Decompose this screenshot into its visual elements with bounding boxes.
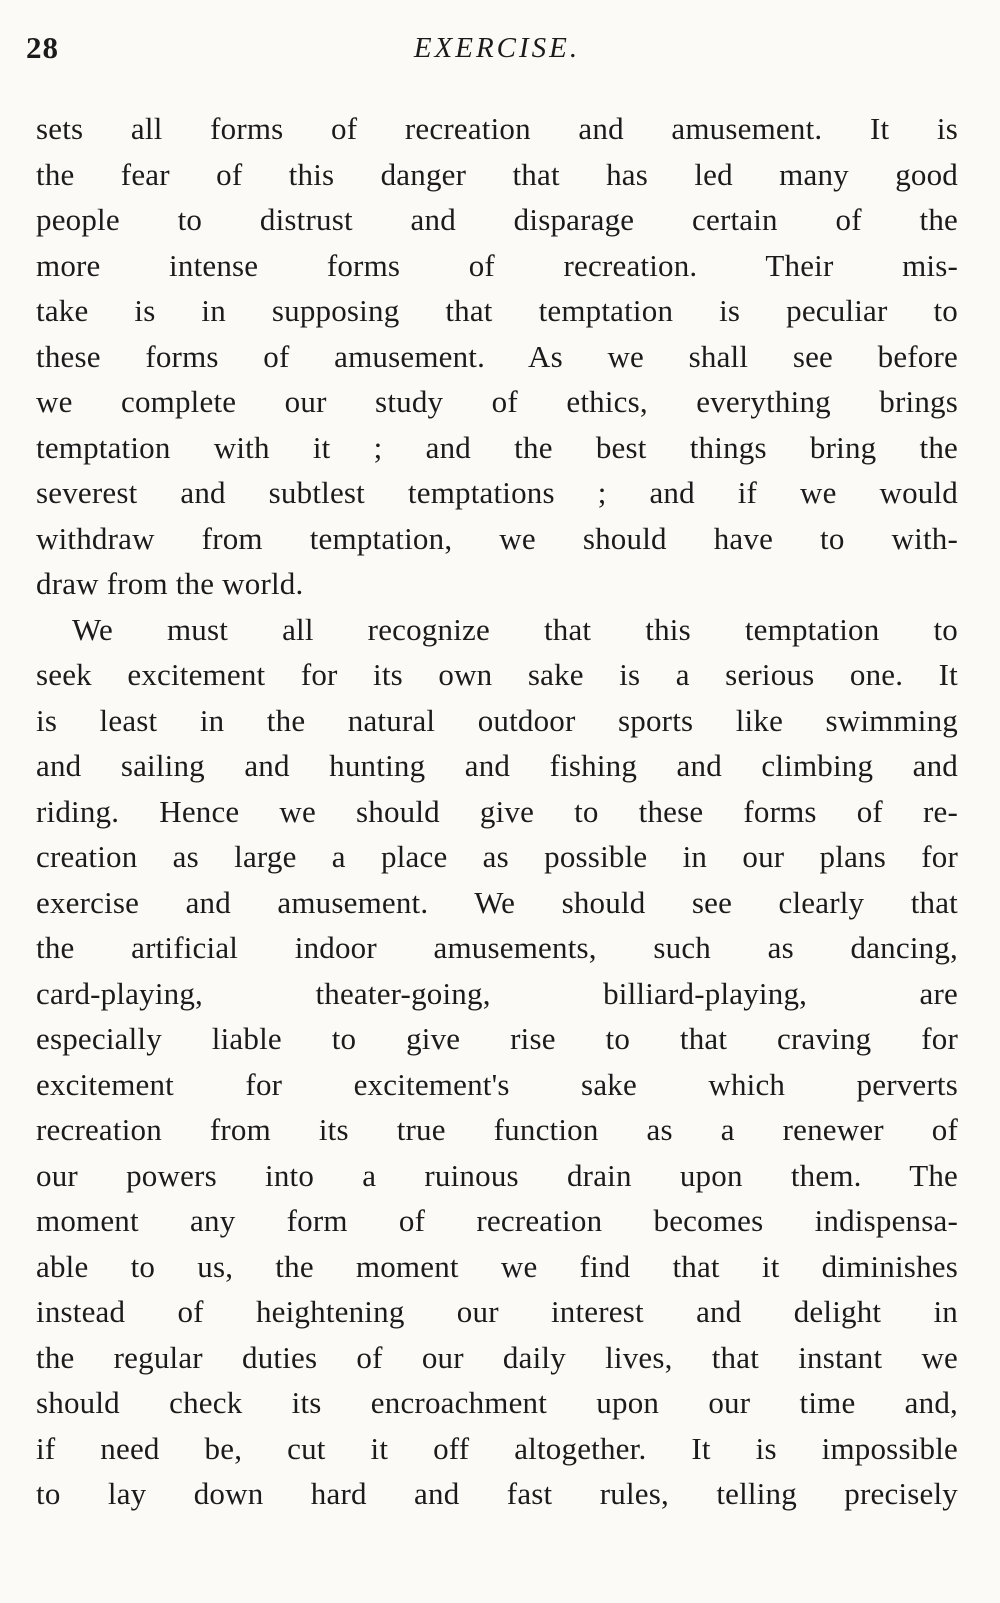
text-line: should check its encroachment upon our time and, (36, 1385, 958, 1420)
paragraph (36, 607, 958, 1517)
text-line: people to distrust and disparage certain of the (36, 202, 958, 237)
text-line: excitement for excitement's sake which perverts (36, 1066, 958, 1102)
text-line: we complete our study of ethics, everything brings (36, 384, 958, 419)
text-line: and sailing and hunting and fishing and climbing and (36, 748, 958, 783)
text-line: exercise and amusement. We should see clearly that (36, 884, 958, 920)
text-line: to lay down hard and fast rules, telling precisely (36, 1476, 958, 1511)
text-line: these forms of amusement. As we shall see before (36, 338, 958, 374)
text-line: creation as large a place as possible in our plans for (36, 839, 958, 874)
text-line: our powers into a ruinous drain upon them. The (36, 1157, 958, 1193)
text-line: card-playing, theater-going, billiard-playing, are (36, 975, 958, 1011)
page-number: 28 (26, 30, 59, 65)
text-line: seek excitement for its own sake is a serious one. It (36, 657, 958, 692)
text-line: the fear of this danger that has led many good (36, 156, 958, 192)
text-line: take is in supposing that temptation is peculiar to (36, 293, 958, 328)
running-head-title: EXERCISE. (413, 32, 581, 64)
text-line: more intense forms of recreation. Their mis- (36, 247, 958, 283)
text-line: able to us, the moment we find that it diminishes (36, 1248, 958, 1284)
text-line: severest and subtlest temptations ; and if we would (36, 475, 958, 510)
text-line: sets all forms of recreation and amusement. It is (36, 111, 958, 146)
text-line: riding. Hence we should give to these forms of re- (36, 793, 958, 829)
text-line: instead of heightening our interest and delight in (36, 1294, 958, 1329)
text-line: is least in the natural outdoor sports like swimming (36, 702, 958, 738)
text-line: We must all recognize that this temptation to (72, 611, 958, 647)
page-header-row (26, 28, 958, 80)
text-line: moment any form of recreation becomes indispensa- (36, 1203, 958, 1238)
text-line: withdraw from temptation, we should have to with- (36, 520, 958, 556)
text-line: the artificial indoor amusements, such as dancing, (36, 930, 958, 965)
text-line: recreation from its true function as a renewer of (36, 1112, 958, 1147)
text-line: draw from the world. (36, 566, 304, 601)
paragraph (36, 106, 958, 607)
text-line: the regular duties of our daily lives, that instant we (36, 1339, 958, 1375)
page-body (36, 106, 958, 1517)
text-line: especially liable to give rise to that craving for (36, 1021, 958, 1056)
text-line: if need be, cut it off altogether. It is impossible (36, 1430, 958, 1466)
text-line: temptation with it ; and the best things bring the (36, 429, 958, 465)
